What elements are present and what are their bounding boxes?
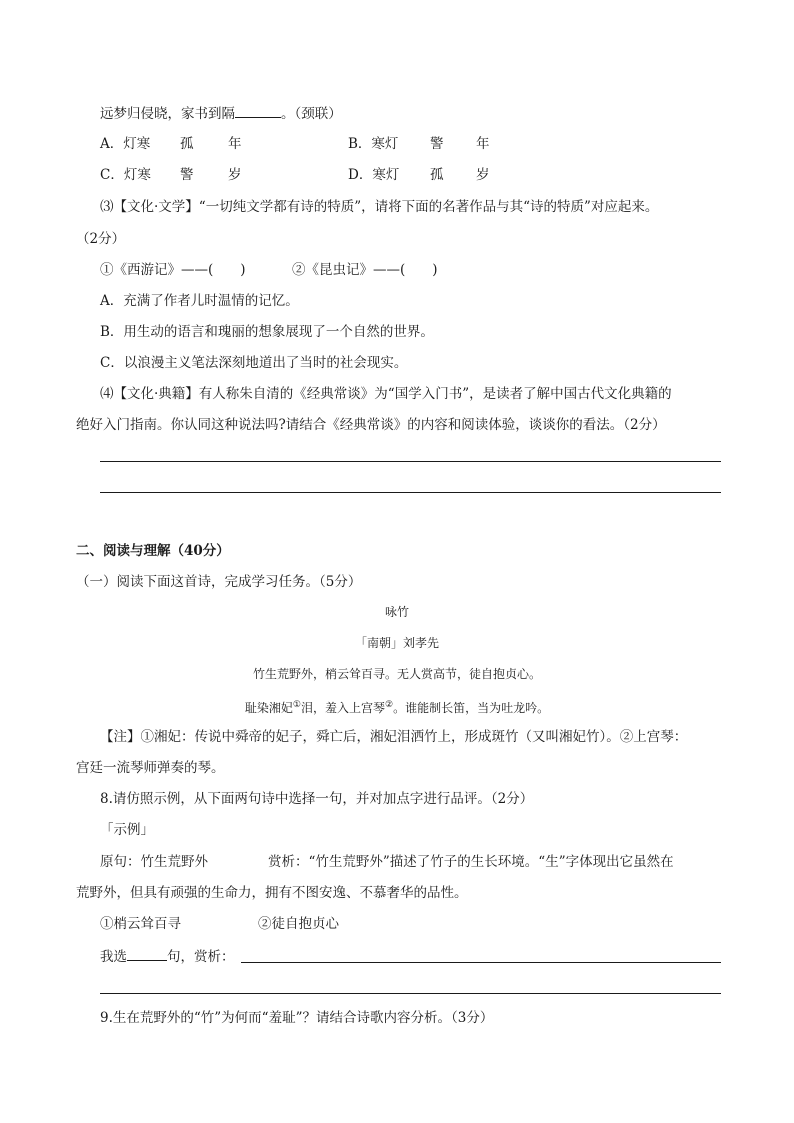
q3-pair-2[interactable]: ②《昆虫记》——( ) (292, 262, 438, 278)
q7-line: 远梦归侵晓，家书到隔 。（颈联） (100, 103, 342, 123)
q9-prompt: 9.生在荒野外的“竹”为何而“羞耻”？请结合诗歌内容分析。（3分） (100, 1010, 494, 1026)
choice-1: ①梢云耸百寻 (100, 916, 181, 932)
q4-prompt-line-2: 绝好入门指南。你认同这种说法吗?请结合《经典常谈》的内容和阅读体验，谈谈你的看法。（2分） (76, 417, 666, 433)
poem-line-2: 耻染湘妃①泪，羞入上宫琴②。谁能制长笛，当为吐龙吟。 (244, 700, 550, 715)
example-appreciation-1: 赏析：“竹生荒野外”描述了竹子的生长环境。“生”字体现出它虽然在 (268, 854, 674, 870)
choice-blank[interactable] (127, 946, 167, 961)
q3-score: （2分） (76, 231, 126, 247)
poem-line-1: 竹生荒野外，梢云耸百寻。无人赏高节，徒自抱贞心。 (252, 667, 541, 681)
note-line-2: 宫廷一流琴师弹奏的琴。 (76, 760, 225, 776)
example-label: 「示例」 (100, 822, 154, 838)
example-original: 原句：竹生荒野外 (100, 854, 208, 870)
note-line-1: 【注】①湘妃：传说中舜帝的妃子，舜亡后，湘妃泪洒竹上，形成斑竹（又叫湘妃竹）。②上宫琴： (100, 729, 688, 745)
q3-prompt: ⑶【文化·文学】“一切纯文学都有诗的特质”，请将下面的名著作品与其“诗的特质”对应起来。 (100, 199, 659, 215)
poem-author: 「南朝」刘孝先 (354, 636, 439, 650)
q8-prompt: 8.请仿照示例，从下面两句诗中选择一句，并对加点字进行品评。（2分） (100, 791, 534, 807)
q3-option-c: C．以浪漫主义笔法深刻地道出了当时的社会现实。 (100, 355, 408, 371)
answer-line[interactable] (100, 993, 721, 994)
answer-line[interactable] (100, 492, 721, 493)
q7-option-a[interactable]: A．灯寒 孤 年 (100, 136, 242, 152)
section-heading: 二、阅读与理解（40分） (76, 543, 230, 559)
q7-option-b[interactable]: B．寒灯 警 年 (348, 136, 490, 152)
poem-title: 咏竹 (384, 605, 409, 619)
q7-option-c[interactable]: C．灯寒 警 岁 (100, 167, 242, 183)
answer-line[interactable] (100, 461, 721, 462)
answer-line[interactable] (241, 962, 721, 963)
q3-option-b: B．用生动的语言和瑰丽的想象展现了一个自然的世界。 (100, 324, 434, 340)
q4-prompt-line-1: ⑷【文化·典籍】有人称朱自清的《经典常谈》为“国学入门书”，是读者了解中国古代文化典籍的 (100, 386, 672, 402)
example-appreciation-2: 荒野外，但具有顽强的生命力，拥有不图安逸、不慕奢华的品性。 (76, 885, 468, 901)
q3-pair-1[interactable]: ①《西游记》——( ) (100, 262, 246, 278)
choice-2: ②徒自抱贞心 (258, 916, 339, 932)
part-1-instruction: （一）阅读下面这首诗，完成学习任务。（5分） (76, 574, 362, 590)
q3-option-a: A．充满了作者儿时温情的记忆。 (100, 293, 299, 309)
q7-option-d[interactable]: D．寒灯 孤 岁 (348, 167, 490, 183)
q8-answer-line: 我选 句，赏析： (100, 946, 235, 966)
answer-blank[interactable] (235, 103, 281, 118)
